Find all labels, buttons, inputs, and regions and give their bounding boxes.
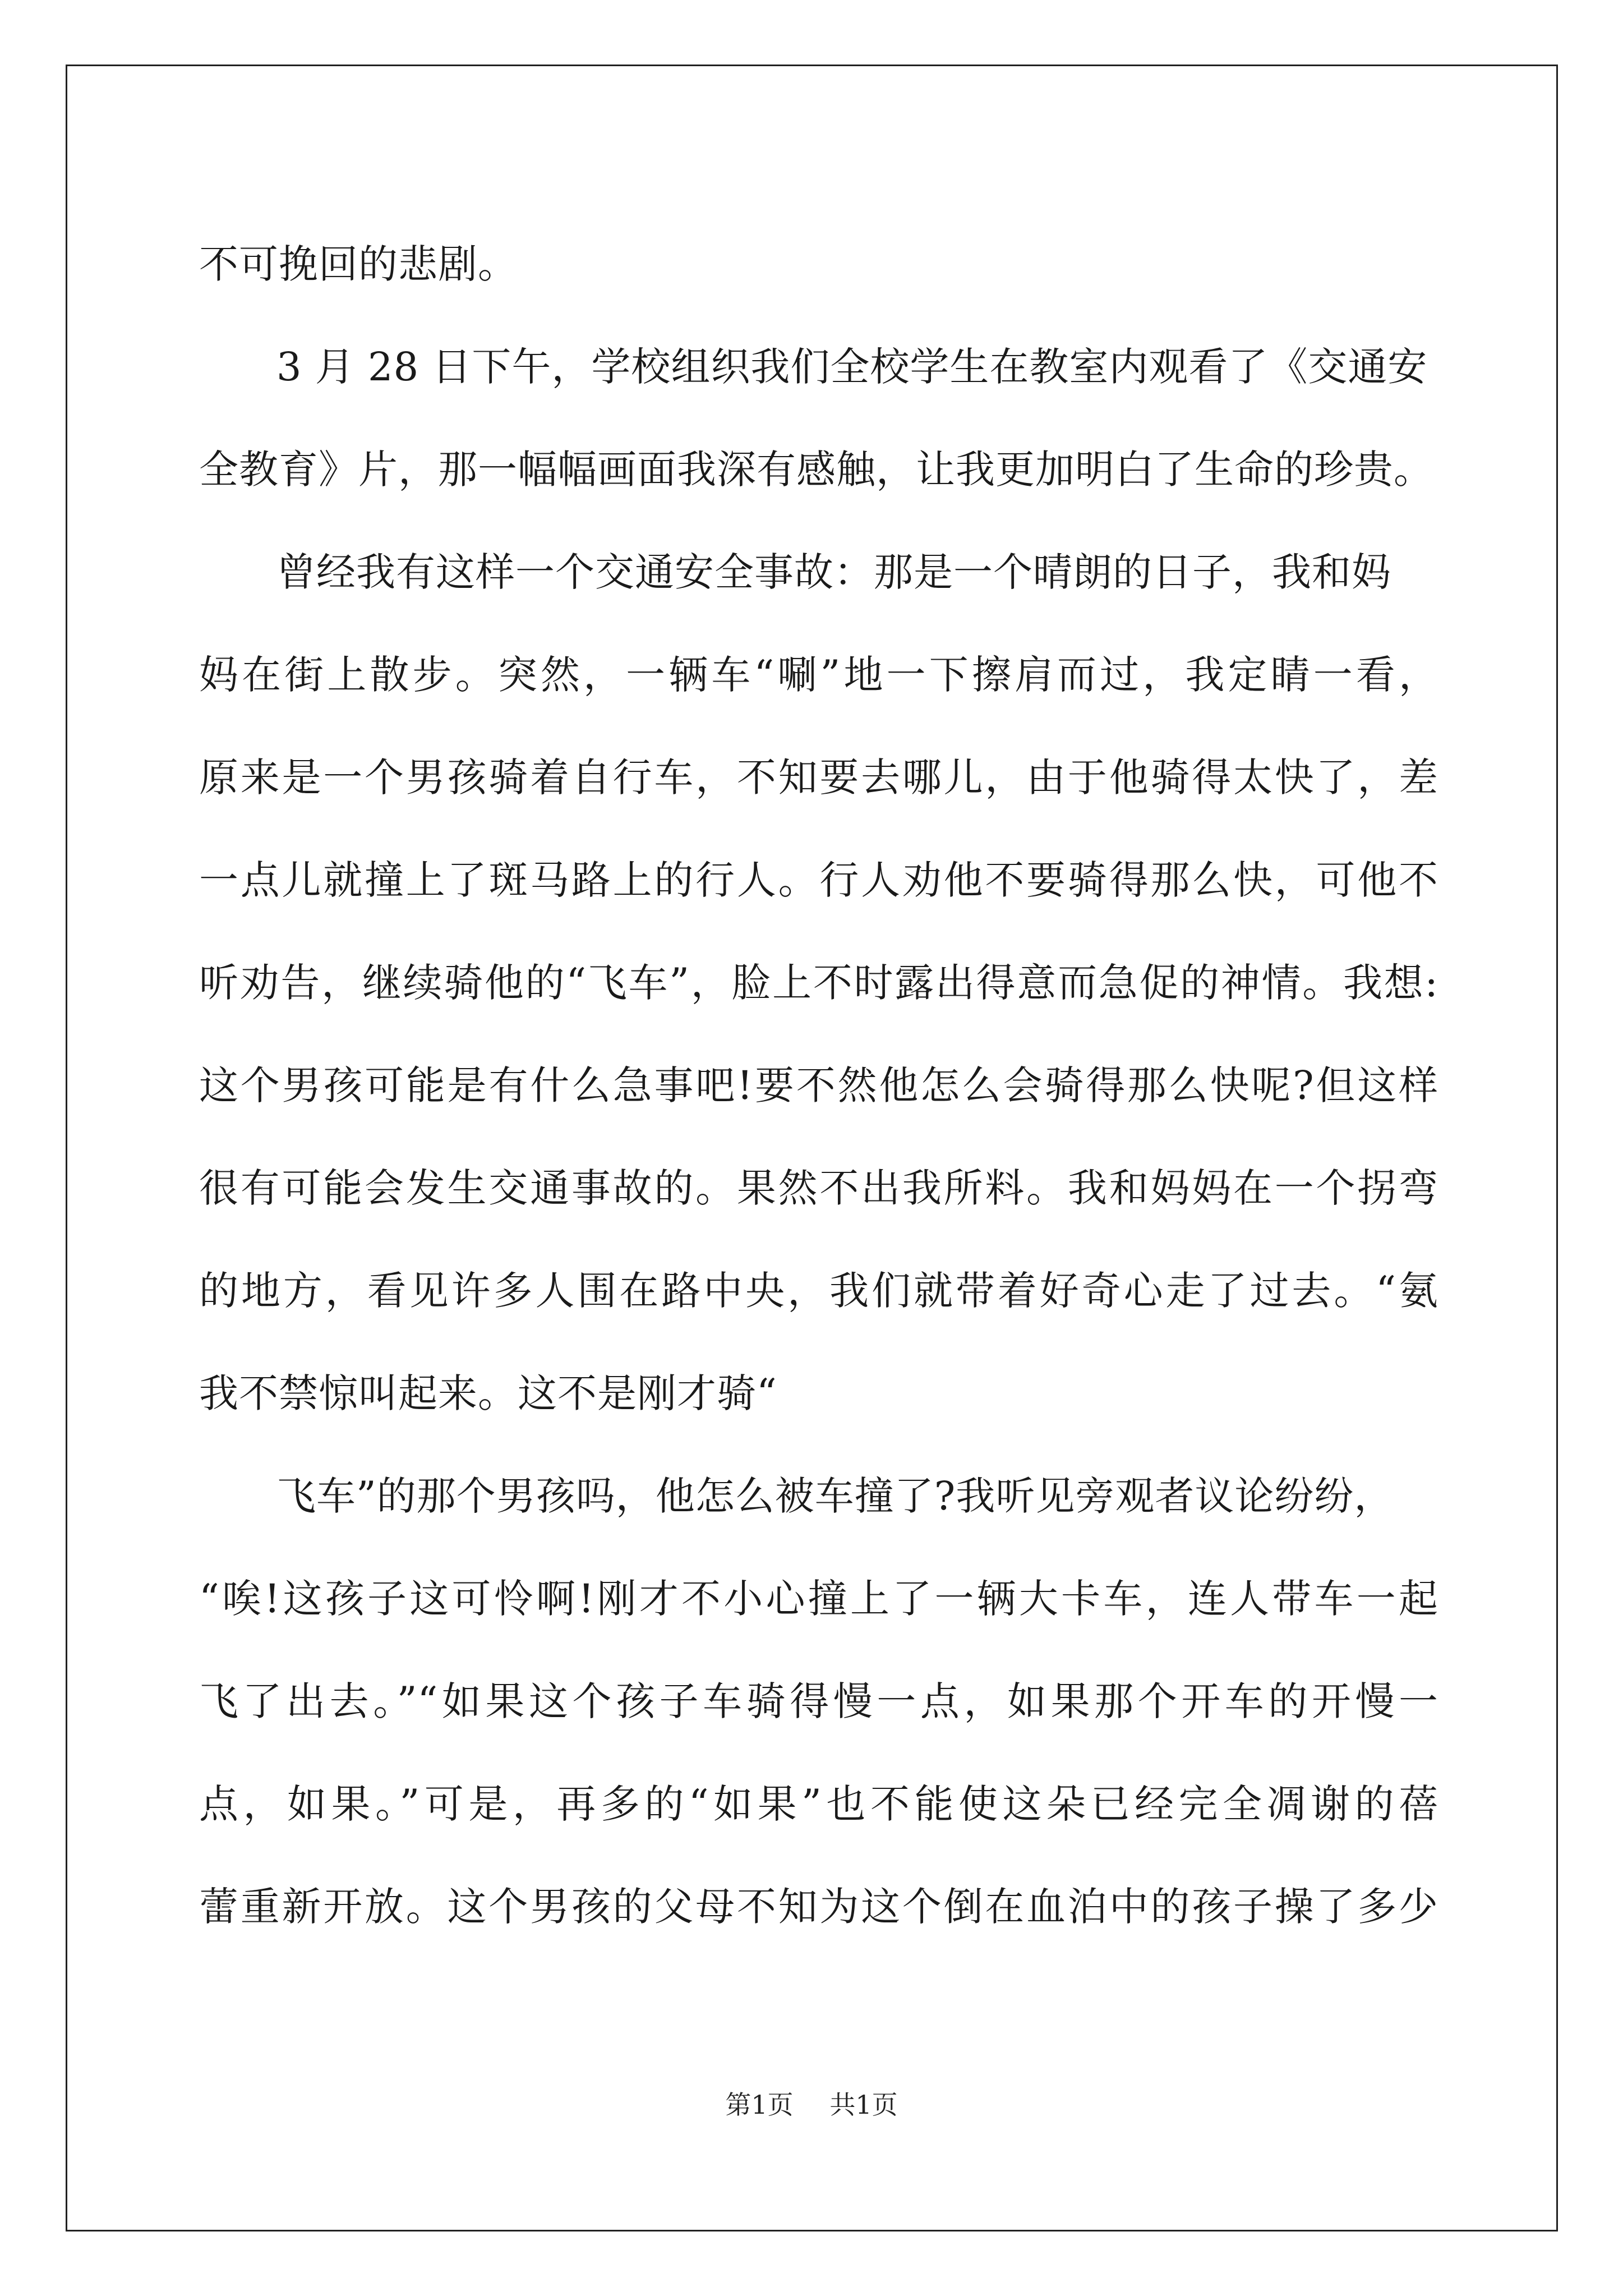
paragraph-start-line: 飞车”的那个男孩吗，他怎么被车撞了?我听见旁观者议论纷纷， (276, 1473, 1394, 1519)
text-line: 妈在街上散步。突然，一辆车“唰”地一下擦肩而过，我定睛一看， (199, 652, 1438, 698)
text-line: 这个男孩可能是有什么急事吧!要不然他怎么会骑得那么快呢?但这样 (199, 1062, 1438, 1108)
paragraph-start-line: 3 月 28 日下午，学校组织我们全校学生在教室内观看了《交通安 (276, 344, 1428, 390)
page-number: 第1页 (725, 2090, 794, 2120)
text-line: 全教育》片，那一幅幅画面我深有感触，让我更加明白了生命的珍贵。 (199, 447, 1433, 493)
text-line: 不可挽回的悲剧。 (199, 241, 518, 287)
document-body (199, 213, 1438, 1958)
page-footer (0, 2088, 1623, 2122)
text-line: 的地方，看见许多人围在路中央，我们就带着好奇心走了过去。“氨 (199, 1268, 1438, 1314)
text-line: 点，如果。”可是，再多的“如果”也不能使这朵已经完全凋谢的蓓 (199, 1781, 1438, 1827)
text-line: 听劝告，继续骑他的“飞车”，脸上不时露出得意而急促的神情。我想: (199, 960, 1438, 1006)
text-line: 我不禁惊叫起来。这不是刚才骑“ (199, 1370, 777, 1416)
text-line: “唉!这孩子这可怜啊!刚才不小心撞上了一辆大卡车，连人带车一起 (199, 1576, 1438, 1622)
text-line: 原来是一个男孩骑着自行车，不知要去哪儿，由于他骑得太快了，差 (199, 754, 1438, 800)
paragraph-start-line: 曾经我有这样一个交通安全事故：那是一个晴朗的日子，我和妈 (276, 549, 1391, 595)
page-total: 共1页 (829, 2090, 898, 2120)
text-line: 一点儿就撞上了斑马路上的行人。行人劝他不要骑得那么快，可他不 (199, 857, 1438, 903)
text-line: 很有可能会发生交通事故的。果然不出我所料。我和妈妈在一个拐弯 (199, 1165, 1438, 1211)
text-line: 蕾重新开放。这个男孩的父母不知为这个倒在血泊中的孩子操了多少 (199, 1884, 1438, 1930)
text-line: 飞了出去。”“如果这个孩子车骑得慢一点，如果那个开车的开慢一 (199, 1678, 1438, 1724)
